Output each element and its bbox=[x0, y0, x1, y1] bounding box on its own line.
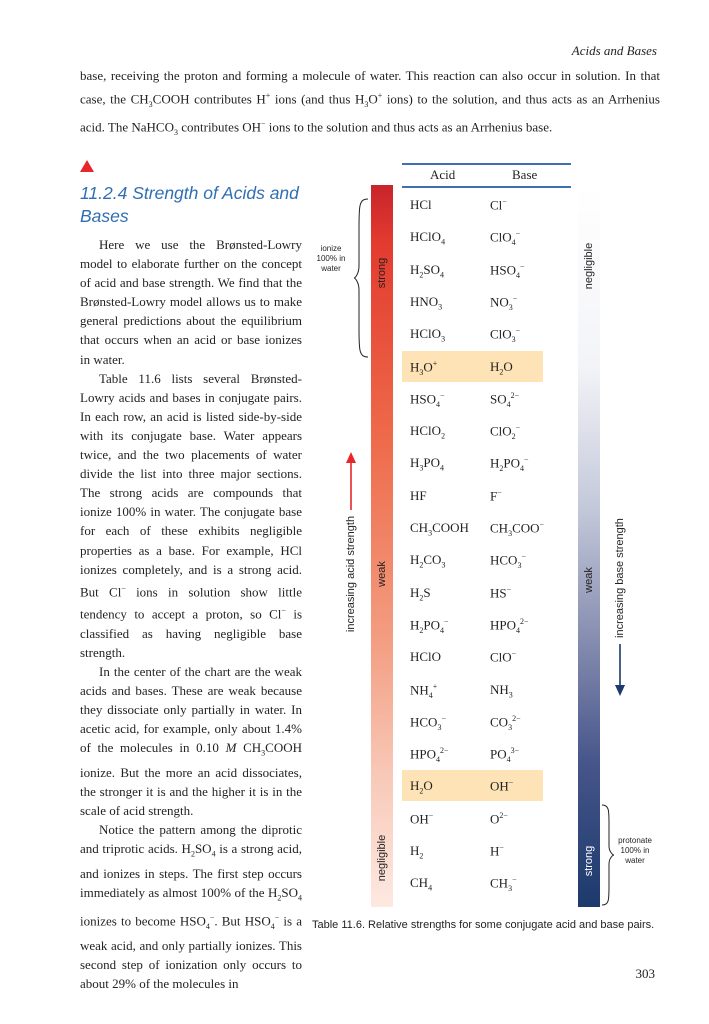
acid-cell: $H_2S$ bbox=[410, 584, 431, 603]
ionize-bracket-label: ionize 100% in water bbox=[316, 244, 346, 273]
acid-negligible-label: negligible bbox=[376, 834, 388, 882]
table-top-rule bbox=[402, 163, 571, 165]
intro-paragraph: base, receiving the proton and forming a molecule of water. This reaction can also occur in solution. In that case, the $CH_3COOH$ contributes H+ ions (and thus $H_3O^+$ ions) to the solution, and thus acts as an Arrhenius acid. The NaHCO$_3$ contributes OH− ions to the solution and thus acts as an Arrhenius base. bbox=[80, 68, 660, 137]
acid-cell: $H_2PO_4^-$ bbox=[410, 616, 449, 635]
table-row bbox=[402, 318, 543, 349]
base-cell: $NO_3^-$ bbox=[490, 293, 518, 312]
body-paragraph-2: Table 11.6 lists several Brønsted-Lowry acids and bases in conjugate pairs. In each row, an acid is listed side-by-side with its conjugate base. Water appears twice, and the two placements of water divide the list into three major sections. The strong acids are compounds that ionize 100% in water. The conjugate base for each of these exhibits negligible properties as a base. For example, HCl ionizes completely, and is a strong acid. But Cl− ions in solution show little tendency to accept a proton, so Cl− is classified as having negligible base strength. bbox=[80, 370, 303, 660]
base-cell: Cl− bbox=[490, 197, 507, 213]
table-row bbox=[402, 641, 543, 672]
table-row bbox=[402, 835, 543, 866]
base-arrow-down-icon bbox=[613, 644, 627, 696]
table-row bbox=[402, 577, 543, 608]
protonate-bracket-label: protonate 100% in water bbox=[618, 836, 652, 865]
table-row bbox=[402, 609, 543, 640]
acid-cell: $H_2$ bbox=[410, 843, 424, 861]
base-cell: ClO$_2$− bbox=[490, 423, 521, 442]
acid-cell: $H_2O$ bbox=[410, 778, 433, 796]
base-cell: $O^{2-}$ bbox=[490, 810, 508, 827]
table-row bbox=[402, 706, 543, 737]
red-triangle-icon bbox=[80, 160, 94, 172]
base-cell: $HPO_4^{2-}$ bbox=[490, 616, 529, 635]
acid-cell: $HNO_3$ bbox=[410, 293, 443, 312]
base-strong-label: strong bbox=[583, 845, 595, 877]
body-paragraph-1: Here we use the Brønsted-Lowry model to elaborate further on the concept of acid and base strength. We find that the Brønsted-Lowry model allows us to make general predictions about the equilibrium that occurs when an acid or base ionizes in water. bbox=[80, 237, 302, 367]
table-row bbox=[402, 189, 543, 220]
acid-cell: HCl bbox=[410, 197, 432, 212]
acid-cell: $HSO_4^-$ bbox=[410, 390, 445, 409]
table-row bbox=[402, 254, 543, 285]
base-weak-label: weak bbox=[583, 567, 595, 593]
base-cell: $CO_3^{2-}$ bbox=[490, 713, 521, 732]
acid-cell: HF bbox=[410, 487, 427, 503]
table-row bbox=[402, 221, 543, 252]
body-paragraph-4: Notice the pattern among the diprotic and triprotic acids. $H_2SO_4$ is a strong acid, and ionizes in steps. The first step occurs immediately as almost 100% of the $H_2SO_4$ ionizes to become $HSO_4^-$. But $HSO_4^-$ is a weak acid, and only partially ionizes. This second step of ionization only occurs to about 29% of the molecules in bbox=[80, 822, 302, 991]
base-column-header: Base bbox=[512, 167, 538, 182]
base-cell: $CH_3^-$ bbox=[490, 875, 517, 894]
acid-cell: $H_2CO_3$ bbox=[410, 552, 446, 570]
table-caption: Table 11.6. Relative strengths for some conjugate acid and base pairs. bbox=[312, 919, 655, 931]
acid-cell: $H_3PO_4$ bbox=[410, 455, 445, 473]
acid-cell: HClO$_3$ bbox=[410, 326, 446, 344]
base-cell: $CH_3COO^-$ bbox=[490, 520, 545, 538]
base-cell: ClO$_3$− bbox=[490, 326, 521, 345]
base-cell: $NH_3$ bbox=[490, 681, 513, 700]
page-number: 303 bbox=[635, 966, 655, 981]
section-title: 11.2.4 Strength of Acids and Bases bbox=[80, 183, 299, 226]
acid-cell: OH− bbox=[410, 810, 434, 827]
acid-cell: $CH_4$ bbox=[410, 875, 433, 893]
base-cell: $HSO_4^-$ bbox=[490, 261, 525, 280]
table-row bbox=[402, 544, 543, 575]
body-column bbox=[80, 235, 302, 993]
acid-strong-label: strong bbox=[376, 257, 388, 289]
base-cell: $H_2PO_4^-$ bbox=[490, 455, 529, 474]
acid-cell: $HCO_3^-$ bbox=[410, 713, 446, 732]
base-cell: HS− bbox=[490, 584, 512, 600]
base-axis-label: increasing base strength bbox=[614, 518, 626, 638]
base-cell: F− bbox=[490, 487, 502, 504]
body-paragraph-3: In the center of the chart are the weak acids and bases. These are weak because they dissociate only partially in water. In acetic acid, for example, only about 1.4% of the molecules in 0.10 M $CH_3COOH$ ionize. But the more an acid dissociates, the stronger it is and the higher it is in the scale of acid strength. bbox=[80, 663, 303, 818]
running-head: Acids and Bases bbox=[571, 43, 657, 58]
table-row bbox=[402, 674, 543, 705]
acid-weak-label: weak bbox=[376, 561, 388, 587]
base-cell: $H_2O$ bbox=[490, 358, 513, 377]
base-cell: $SO_4^{2-}$ bbox=[490, 390, 520, 409]
acid-arrow-up-icon bbox=[344, 452, 358, 510]
acid-cell: HClO bbox=[410, 649, 442, 665]
table-row bbox=[402, 480, 543, 511]
acid-cell: $CH_3COOH$ bbox=[410, 520, 469, 538]
table-row bbox=[402, 447, 543, 478]
table-row bbox=[402, 415, 543, 446]
acid-cell: HClO$_4$ bbox=[410, 229, 446, 247]
acid-axis-label: increasing acid strength bbox=[345, 515, 357, 633]
left-brace-icon bbox=[353, 198, 369, 358]
base-negligible-label: negligible bbox=[583, 242, 595, 290]
table-row bbox=[402, 867, 543, 898]
base-cell: $HCO_3^-$ bbox=[490, 552, 526, 571]
acid-cell: $H_2SO_4$ bbox=[410, 261, 445, 280]
base-cell: H− bbox=[490, 843, 504, 859]
table-row bbox=[402, 383, 543, 414]
acid-cell: $NH_4^+$ bbox=[410, 681, 438, 700]
acid-column-header: Acid bbox=[430, 167, 456, 182]
base-cell: ClO$_4$− bbox=[490, 229, 521, 248]
base-cell: ClO− bbox=[490, 649, 517, 665]
acid-cell: $H_3O^+$ bbox=[410, 358, 438, 377]
table-row bbox=[402, 770, 543, 801]
table-row bbox=[402, 512, 543, 543]
acid-cell: $HPO_4^{2-}$ bbox=[410, 746, 449, 765]
table-row bbox=[402, 351, 543, 382]
table-row bbox=[402, 738, 543, 769]
table-row bbox=[402, 286, 543, 317]
base-cell: $PO_4^{3-}$ bbox=[490, 746, 520, 765]
acid-cell: HClO$_2$ bbox=[410, 423, 446, 441]
table-header-rule bbox=[402, 186, 571, 188]
base-cell: OH− bbox=[490, 778, 514, 794]
table-row bbox=[402, 803, 543, 834]
